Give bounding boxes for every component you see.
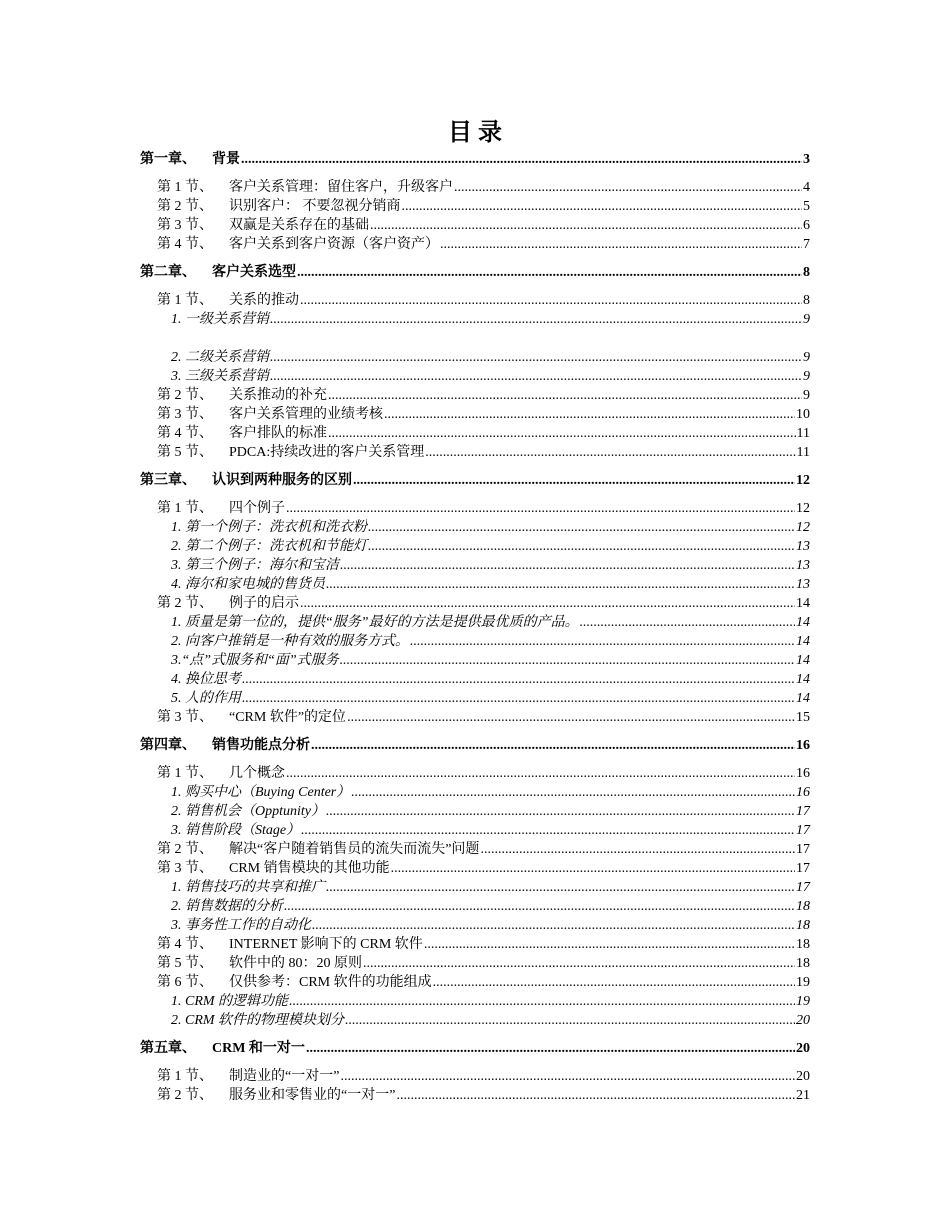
toc-page-number: 17 xyxy=(796,861,810,876)
toc-entry-title xyxy=(171,651,339,670)
toc-entry-sub[interactable] xyxy=(140,518,810,537)
toc-entry-sub[interactable] xyxy=(140,1011,810,1030)
toc-entry-text: 解决“客户随着销售员的流失而流失”问题 xyxy=(229,842,480,857)
toc-leader-dots xyxy=(300,594,795,613)
toc-entry-label: 第 1 节、 xyxy=(157,1069,213,1084)
toc-leader-dots xyxy=(328,424,796,443)
toc-entry-text: 客户排队的标准 xyxy=(229,426,327,441)
toc-entry-title xyxy=(171,632,409,651)
toc-entry-title xyxy=(157,405,383,424)
toc-entry-section[interactable] xyxy=(140,708,810,727)
toc-leader-dots xyxy=(300,291,802,310)
toc-entry-text: 客户关系管理：留住客户，升级客户 xyxy=(229,180,453,195)
toc-entry-text: 服务业和零售业的“一对一” xyxy=(229,1088,396,1103)
toc-page-number: 6 xyxy=(803,218,810,233)
toc-leader-dots xyxy=(345,1011,795,1030)
toc-entry-title xyxy=(171,310,269,329)
toc-page-number: 20 xyxy=(796,1069,810,1084)
toc-entry-text: 1. 购买中心（Buying Center） xyxy=(171,785,351,800)
toc-page-number: 9 xyxy=(803,312,810,327)
toc-page-number: 11 xyxy=(796,445,810,460)
toc-entry-text: 软件中的 80：20 原则 xyxy=(229,956,362,971)
toc-leader-dots xyxy=(370,216,802,235)
toc-entry-label: 第 2 节、 xyxy=(157,1088,213,1103)
toc-entry-sub[interactable] xyxy=(140,575,810,594)
toc-entry-text: 1. 销售技巧的共享和推广 xyxy=(171,880,325,895)
toc-entry-label: 第 5 节、 xyxy=(157,956,213,971)
toc-entry-label: 第 4 节、 xyxy=(157,426,213,441)
toc-page-number: 16 xyxy=(796,738,810,753)
toc-page-number: 15 xyxy=(796,710,810,725)
toc-leader-dots xyxy=(454,178,802,197)
toc-leader-dots xyxy=(433,973,795,992)
toc-entry-title xyxy=(157,840,479,859)
toc-entry-text: 识别客户： 不要忽视分销商 xyxy=(229,199,401,214)
toc-chapter-gap xyxy=(140,755,810,764)
toc-entry-label: 第 2 节、 xyxy=(157,388,213,403)
toc-entry-sub[interactable] xyxy=(140,802,810,821)
toc-entry-title xyxy=(171,916,311,935)
toc-entry-section[interactable] xyxy=(140,935,810,954)
toc-entry-text: INTERNET 影响下的 CRM 软件 xyxy=(229,937,423,952)
toc-entry-section[interactable] xyxy=(140,859,810,878)
toc-leader-dots xyxy=(368,537,795,556)
toc-page-number: 16 xyxy=(796,785,810,800)
toc-entry-text: 3. 销售阶段（Stage） xyxy=(171,823,301,838)
toc-entry-section[interactable] xyxy=(140,764,810,783)
toc-page-number: 20 xyxy=(796,1041,810,1056)
toc-entry-chapter[interactable] xyxy=(140,736,810,755)
toc-entry-label: 第五章、 xyxy=(140,1041,196,1056)
toc-page-number: 13 xyxy=(796,577,810,592)
toc-leader-dots xyxy=(340,651,795,670)
toc-entry-title xyxy=(171,670,241,689)
toc-leader-dots xyxy=(297,263,802,282)
toc-leader-dots xyxy=(480,840,795,859)
toc-spacer xyxy=(140,329,810,348)
toc-page-number: 3 xyxy=(803,152,810,167)
toc-entry-title xyxy=(157,235,439,254)
toc-entry-title xyxy=(157,935,423,954)
toc-entry-label: 第 1 节、 xyxy=(157,293,213,308)
toc-entry-text: PDCA:持续改进的客户关系管理 xyxy=(229,445,425,460)
toc-entry-label: 第二章、 xyxy=(140,265,196,280)
toc-entry-title xyxy=(157,499,285,518)
toc-page-number: 17 xyxy=(796,823,810,838)
toc-entry-section[interactable] xyxy=(140,594,810,613)
toc-entry-title xyxy=(157,973,432,992)
toc-page-number: 14 xyxy=(796,634,810,649)
toc-leader-dots xyxy=(410,632,795,651)
toc-entry-text: 四个例子 xyxy=(229,501,285,516)
toc-page-number: 16 xyxy=(796,766,810,781)
toc-entry-section[interactable] xyxy=(140,178,810,197)
toc-entry-sub[interactable] xyxy=(140,670,810,689)
toc-entry-chapter[interactable] xyxy=(140,471,810,490)
toc-entry-text: 关系的推动 xyxy=(229,293,299,308)
toc-entry-text: 1. 一级关系营销 xyxy=(171,312,269,327)
toc-page-number: 7 xyxy=(803,237,810,252)
toc-chapter-gap xyxy=(140,490,810,499)
toc-entry-text: 2. 向客户推销是一种有效的服务方式。 xyxy=(171,634,409,649)
toc-page-number: 12 xyxy=(796,501,810,516)
toc-entry-section[interactable] xyxy=(140,386,810,405)
toc-entry-title xyxy=(140,150,240,169)
toc-entry-label: 第 1 节、 xyxy=(157,501,213,516)
toc-page-number: 19 xyxy=(796,975,810,990)
toc-entry-section[interactable] xyxy=(140,1067,810,1086)
toc-page-number: 18 xyxy=(796,899,810,914)
toc-page-number: 18 xyxy=(796,956,810,971)
toc-entry-title xyxy=(157,594,299,613)
toc-page-number: 14 xyxy=(796,653,810,668)
toc-leader-dots xyxy=(340,556,795,575)
toc-entry-text: 客户关系到客户资源（客户资产） xyxy=(229,237,439,252)
toc-entry-title xyxy=(171,802,325,821)
toc-entry-text: 3.“点”式服务和“面”式服务 xyxy=(171,653,339,668)
toc-entry-sub[interactable] xyxy=(140,556,810,575)
toc-entry-label: 第 4 节、 xyxy=(157,237,213,252)
toc-page-number: 14 xyxy=(796,672,810,687)
toc-page-number: 9 xyxy=(803,388,810,403)
toc-entry-text: 2. CRM 软件的物理模块划分 xyxy=(171,1013,345,1028)
toc-entry-chapter[interactable] xyxy=(140,150,810,169)
toc-entry-title xyxy=(171,897,283,916)
toc-entry-title xyxy=(171,878,325,897)
toc-entry-title xyxy=(157,424,327,443)
toc-leader-dots xyxy=(270,367,802,386)
toc-entry-title xyxy=(171,783,350,802)
toc-entry-section[interactable] xyxy=(140,443,810,462)
toc-entry-title xyxy=(157,708,346,727)
toc-entry-label: 第三章、 xyxy=(140,473,196,488)
toc-entry-title xyxy=(157,386,327,405)
toc-leader-dots xyxy=(402,197,803,216)
toc-entry-label: 第 4 节、 xyxy=(157,937,213,952)
toc-entry-label: 第 2 节、 xyxy=(157,842,213,857)
toc-entry-title xyxy=(171,992,288,1011)
toc-page-number: 13 xyxy=(796,539,810,554)
toc-entry-section[interactable] xyxy=(140,197,810,216)
toc-entry-label: 第 3 节、 xyxy=(157,710,213,725)
toc-entry-title xyxy=(157,954,362,973)
toc-page-number: 12 xyxy=(796,520,810,535)
toc-entry-text: 客户关系选型 xyxy=(212,265,296,280)
toc-entry-label: 第 2 节、 xyxy=(157,596,213,611)
toc-entry-sub[interactable] xyxy=(140,878,810,897)
toc-entry-text: CRM 和一对一 xyxy=(212,1041,305,1056)
toc-entry-label: 第 2 节、 xyxy=(157,199,213,214)
toc-entry-text: 背景 xyxy=(212,152,240,167)
toc-entry-title xyxy=(171,367,269,386)
toc-page-number: 14 xyxy=(796,691,810,706)
toc-entry-sub[interactable] xyxy=(140,689,810,708)
toc-page-number: 17 xyxy=(796,804,810,819)
toc-leader-dots xyxy=(270,348,802,367)
toc-entry-text: 1. 第一个例子：洗衣机和洗衣粉 xyxy=(171,520,367,535)
toc-page-number: 9 xyxy=(803,369,810,384)
toc-leader-dots xyxy=(326,802,795,821)
toc-entry-title xyxy=(140,471,352,490)
toc-page-number: 4 xyxy=(803,180,810,195)
toc-entry-title xyxy=(171,821,300,840)
toc-leader-dots xyxy=(351,783,795,802)
toc-entry-text: 3. 第三个例子：海尔和宝洁 xyxy=(171,558,339,573)
toc-entry-title xyxy=(157,859,390,878)
toc-leader-dots xyxy=(384,405,795,424)
toc-leader-dots xyxy=(440,235,802,254)
toc-entry-sub[interactable] xyxy=(140,310,810,329)
toc-entry-title xyxy=(171,689,241,708)
toc-entry-title xyxy=(171,613,579,632)
toc-entry-text: 4. 换位思考 xyxy=(171,672,241,687)
toc-entry-label: 第 3 节、 xyxy=(157,218,213,233)
toc-entry-title xyxy=(157,764,285,783)
toc-entry-title xyxy=(157,1067,339,1086)
toc-entry-title xyxy=(157,178,453,197)
toc-entry-title xyxy=(171,1011,344,1030)
toc-entry-text: 2. 销售数据的分析 xyxy=(171,899,283,914)
toc-title xyxy=(0,112,950,147)
toc-entry-section[interactable] xyxy=(140,1086,810,1105)
toc-entry-title xyxy=(157,197,401,216)
toc-leader-dots xyxy=(326,878,795,897)
toc-chapter-gap xyxy=(140,1058,810,1067)
toc-entry-title xyxy=(157,216,369,235)
toc-entry-title xyxy=(140,736,310,755)
toc-leader-dots xyxy=(306,1039,795,1058)
toc-entry-text: 制造业的“一对一” xyxy=(229,1069,340,1084)
toc-entry-title xyxy=(140,263,296,282)
toc-entry-text: 2. 二级关系营销 xyxy=(171,350,269,365)
toc-entry-sub[interactable] xyxy=(140,651,810,670)
toc-entry-label: 第四章、 xyxy=(140,738,196,753)
toc-leader-dots xyxy=(301,821,795,840)
toc-entry-sub[interactable] xyxy=(140,537,810,556)
toc-entry-text: 仅供参考：CRM 软件的功能组成 xyxy=(229,975,432,990)
toc-entry-section[interactable] xyxy=(140,291,810,310)
toc-entry-text: 3. 事务性工作的自动化 xyxy=(171,918,311,933)
toc-leader-dots xyxy=(286,499,795,518)
toc-chapter-gap xyxy=(140,169,810,178)
toc-entry-title xyxy=(171,348,269,367)
toc-leader-dots xyxy=(284,897,795,916)
toc-entry-title xyxy=(171,556,339,575)
toc-page-number: 8 xyxy=(803,293,810,308)
toc-entry-text: 销售功能点分析 xyxy=(212,738,310,753)
toc-entry-chapter[interactable] xyxy=(140,1039,810,1058)
toc-entry-chapter[interactable] xyxy=(140,263,810,282)
toc-page-number: 19 xyxy=(796,994,810,1009)
toc-chapter-gap xyxy=(140,727,810,736)
toc-page-number: 12 xyxy=(796,473,810,488)
toc-page-number: 21 xyxy=(796,1088,810,1103)
toc-entry-text: 3. 三级关系营销 xyxy=(171,369,269,384)
toc-leader-dots xyxy=(242,689,795,708)
toc-entry-text: 1. 质量是第一位的，提供“服务”最好的方法是提供最优质的产品。 xyxy=(171,615,579,630)
toc-entry-text: 2. 销售机会（Opptunity） xyxy=(171,804,325,819)
toc-entry-sub[interactable] xyxy=(140,821,810,840)
toc-entry-text: 5. 人的作用 xyxy=(171,691,241,706)
toc-page-number: 18 xyxy=(796,937,810,952)
toc-leader-dots xyxy=(340,1067,795,1086)
toc-leader-dots xyxy=(241,150,802,169)
toc-entry-label: 第 1 节、 xyxy=(157,180,213,195)
toc-entry-title xyxy=(140,1039,305,1058)
toc-entry-section[interactable] xyxy=(140,954,810,973)
toc-leader-dots xyxy=(311,736,795,755)
toc-entry-text: 双赢是关系存在的基础 xyxy=(229,218,369,233)
toc-entry-text: 客户关系管理的业绩考核 xyxy=(229,407,383,422)
toc-page-number: 5 xyxy=(803,199,810,214)
toc-entry-text: “CRM 软件”的定位 xyxy=(229,710,347,725)
toc-entry-label: 第一章、 xyxy=(140,152,196,167)
toc-page-number: 14 xyxy=(796,596,810,611)
toc-entry-label: 第 5 节、 xyxy=(157,445,213,460)
toc-entry-label: 第 6 节、 xyxy=(157,975,213,990)
toc-page-number: 10 xyxy=(796,407,810,422)
toc-page-number: 17 xyxy=(796,880,810,895)
toc-page-number: 13 xyxy=(796,558,810,573)
toc-entry-section[interactable] xyxy=(140,499,810,518)
toc-chapter-gap xyxy=(140,282,810,291)
toc-entry-section[interactable] xyxy=(140,235,810,254)
toc-entry-sub[interactable] xyxy=(140,367,810,386)
toc-page-number: 20 xyxy=(796,1013,810,1028)
toc-page-number: 8 xyxy=(803,265,810,280)
toc-entry-text: 1. CRM 的逻辑功能 xyxy=(171,994,289,1009)
toc-leader-dots xyxy=(353,471,795,490)
toc-entry-section[interactable] xyxy=(140,840,810,859)
toc-leader-dots xyxy=(347,708,795,727)
toc-entry-label: 第 3 节、 xyxy=(157,861,213,876)
toc-entry-title xyxy=(157,1086,395,1105)
toc-entry-title xyxy=(157,443,424,462)
toc-page-number: 14 xyxy=(796,615,810,630)
toc-entry-label: 第 1 节、 xyxy=(157,766,213,781)
toc-page-number: 11 xyxy=(796,426,810,441)
toc-leader-dots xyxy=(425,443,795,462)
toc-page-number: 9 xyxy=(803,350,810,365)
toc-entry-text: CRM 销售模块的其他功能 xyxy=(229,861,390,876)
toc-leader-dots xyxy=(242,670,795,689)
toc-leader-dots xyxy=(286,764,795,783)
toc-leader-dots xyxy=(270,310,802,329)
toc-entry-sub[interactable] xyxy=(140,783,810,802)
toc-leader-dots xyxy=(312,916,795,935)
toc-entry-title xyxy=(171,537,367,556)
toc-title-text: 目 录 xyxy=(448,120,502,146)
toc-entry-sub[interactable] xyxy=(140,632,810,651)
toc-entry-label: 第 3 节、 xyxy=(157,407,213,422)
toc-entry-sub[interactable] xyxy=(140,613,810,632)
toc-entry-section[interactable] xyxy=(140,973,810,992)
toc-entry-text: 认识到两种服务的区别 xyxy=(212,473,352,488)
toc-entry-text: 2. 第二个例子：洗衣机和节能灯 xyxy=(171,539,367,554)
toc-leader-dots xyxy=(368,518,795,537)
toc-leader-dots xyxy=(289,992,795,1011)
toc-chapter-gap xyxy=(140,462,810,471)
toc-entry-sub[interactable] xyxy=(140,916,810,935)
toc-leader-dots xyxy=(391,859,795,878)
toc-entry-text: 例子的启示 xyxy=(229,596,299,611)
toc-chapter-gap xyxy=(140,1030,810,1039)
toc-leader-dots xyxy=(328,386,802,405)
toc-entry-section[interactable] xyxy=(140,405,810,424)
toc-leader-dots xyxy=(396,1086,795,1105)
toc-entry-sub[interactable] xyxy=(140,348,810,367)
toc-entry-text: 4. 海尔和家电城的售货员 xyxy=(171,577,325,592)
toc-entry-title xyxy=(171,518,367,537)
toc-page-number: 17 xyxy=(796,842,810,857)
toc-entry-title xyxy=(171,575,325,594)
toc-entry-sub[interactable] xyxy=(140,992,810,1011)
toc-entry-text: 关系推动的补充 xyxy=(229,388,327,403)
toc-entry-title xyxy=(157,291,299,310)
toc-leader-dots xyxy=(326,575,795,594)
toc-leader-dots xyxy=(363,954,795,973)
toc-leader-dots xyxy=(424,935,795,954)
toc-entry-text: 几个概念 xyxy=(229,766,285,781)
table-of-contents xyxy=(140,150,810,1105)
toc-entry-section[interactable] xyxy=(140,216,810,235)
toc-chapter-gap xyxy=(140,254,810,263)
toc-entry-section[interactable] xyxy=(140,424,810,443)
toc-page-number: 18 xyxy=(796,918,810,933)
toc-entry-sub[interactable] xyxy=(140,897,810,916)
toc-leader-dots xyxy=(580,613,795,632)
